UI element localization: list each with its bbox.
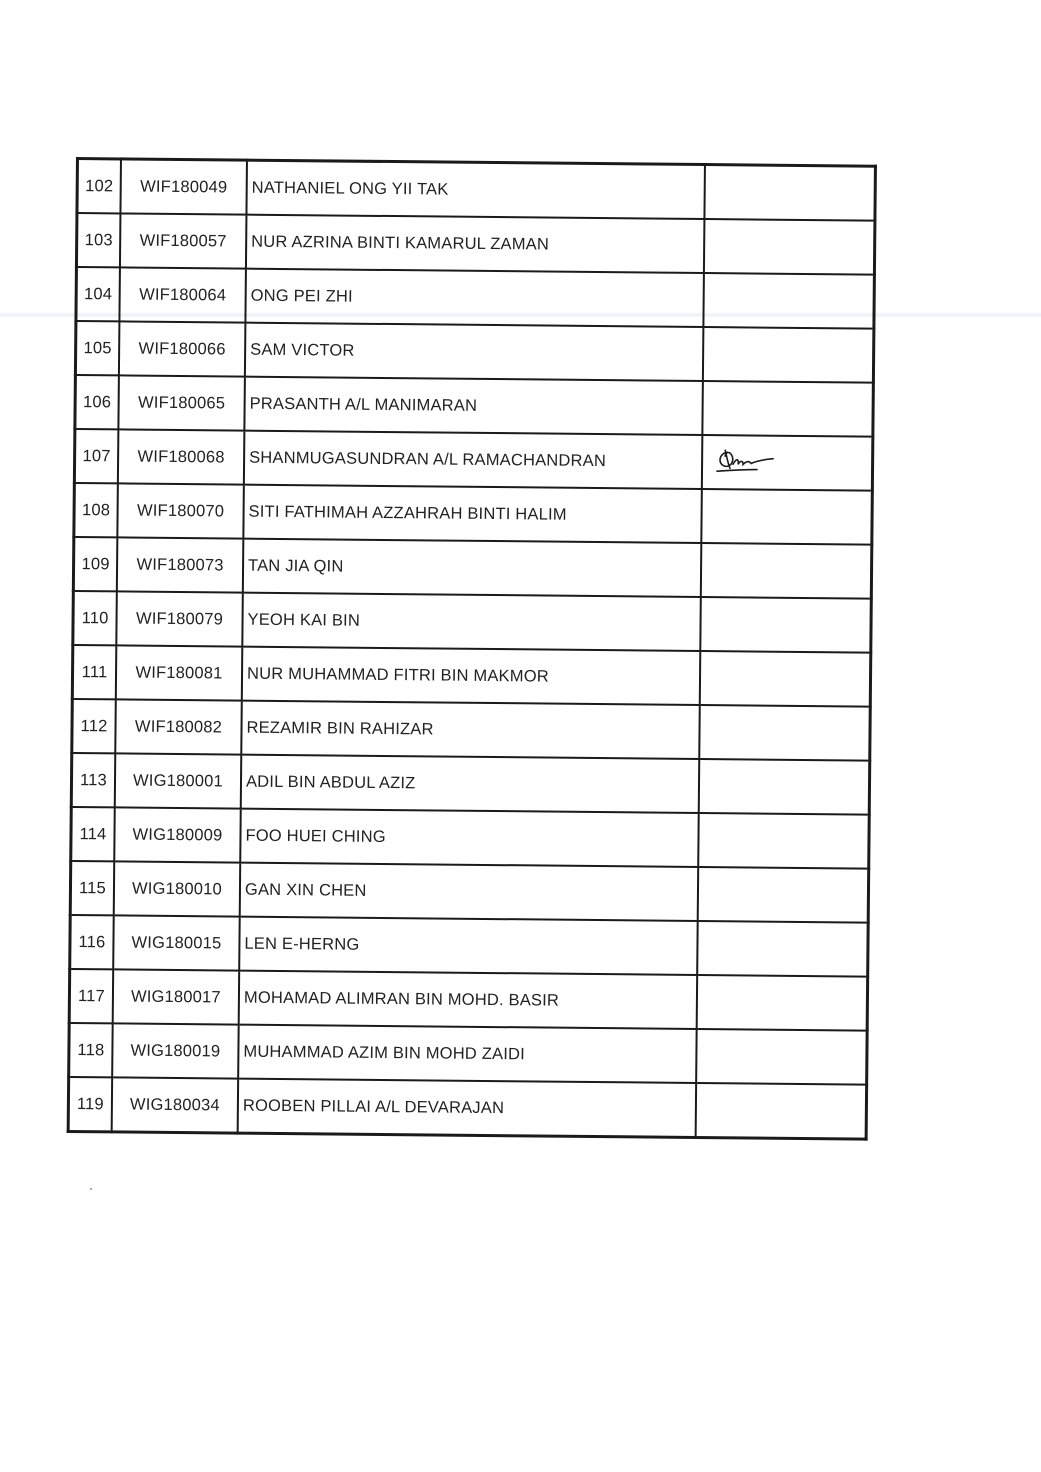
row-number: 118 [69,1023,113,1077]
row-number: 111 [72,645,116,699]
signature-cell[interactable] [702,435,873,491]
student-id: WIG180017 [113,969,240,1024]
table-row [68,1077,866,1139]
student-id: WIF180064 [119,267,246,322]
student-name: SAM VICTOR [245,323,703,381]
table-row [77,159,875,221]
student-id: WIF180065 [118,375,245,430]
student-id: WIF180070 [117,483,244,538]
row-number: 106 [75,375,119,429]
table-row [69,1023,867,1085]
row-number: 117 [69,969,113,1023]
table-row [71,807,869,869]
table-row [69,969,867,1031]
table-row [70,915,868,977]
student-id: WIG180009 [114,807,241,862]
table-row [75,321,873,383]
student-name: MOHAMAD ALIMRAN BIN MOHD. BASIR [239,971,697,1029]
table-row [74,483,872,545]
signature-cell[interactable] [699,705,870,761]
signature-cell[interactable] [702,381,873,437]
student-name: FOO HUEI CHING [240,809,698,867]
row-number: 105 [75,321,119,375]
student-name: ADIL BIN ABDUL AZIZ [241,755,699,813]
signature-cell[interactable] [698,867,869,923]
student-name: GAN XIN CHEN [240,863,698,921]
student-id: WIF180079 [116,591,243,646]
student-name: ONG PEI ZHI [245,269,703,327]
signature-cell[interactable] [696,1029,867,1085]
table-row [72,699,870,761]
attendance-table-body [68,159,875,1140]
signature-cell[interactable] [700,597,871,653]
table-row [76,267,874,329]
student-id: WIF180049 [120,159,247,215]
student-name: TAN JIA QIN [243,539,701,597]
row-number: 103 [76,213,120,267]
student-name: NUR AZRINA BINTI KAMARUL ZAMAN [246,215,704,273]
row-number: 102 [77,159,121,214]
signature-cell[interactable] [697,921,868,977]
student-id: WIF180066 [119,321,246,376]
table-row [73,537,871,599]
signature-cell[interactable] [699,759,870,815]
table-row [71,753,869,815]
row-number: 104 [76,267,120,321]
handwritten-signature [713,444,775,479]
signature-cell[interactable] [701,489,872,545]
scan-speck [90,1188,92,1190]
row-number: 116 [70,915,114,969]
table-row [75,375,873,437]
student-id: WIF180068 [118,429,245,484]
row-number: 112 [72,699,116,753]
row-number: 115 [70,861,114,915]
row-number: 110 [73,591,117,645]
student-id: WIG180015 [113,915,240,970]
table-row [76,213,874,275]
student-id: WIF180057 [120,213,247,268]
student-name: SITI FATHIMAH AZZAHRAH BINTI HALIM [243,485,701,543]
student-id: WIG180034 [112,1077,239,1133]
attendance-table [67,157,877,1141]
student-id: WIF180082 [115,699,242,754]
row-number: 113 [71,753,115,807]
student-name: NATHANIEL ONG YII TAK [246,160,705,219]
student-id: WIG180001 [115,753,242,808]
student-name: LEN E-HERNG [239,917,697,975]
student-name: SHANMUGASUNDRAN A/L RAMACHANDRAN [244,431,702,489]
row-number: 108 [74,483,118,537]
student-name: REZAMIR BIN RAHIZAR [241,701,699,759]
student-name: MUHAMMAD AZIM BIN MOHD ZAIDI [238,1025,696,1083]
student-name: ROOBEN PILLAI A/L DEVARAJAN [238,1079,697,1138]
table-row [73,591,871,653]
attendance-table-wrapper [67,157,871,1141]
signature-cell[interactable] [698,813,869,869]
signature-cell[interactable] [700,651,871,707]
student-name: NUR MUHAMMAD FITRI BIN MAKMOR [242,647,700,705]
row-number: 109 [73,537,117,591]
student-id: WIF180073 [117,537,244,592]
signature-cell[interactable] [704,165,875,221]
signature-cell[interactable] [703,327,874,383]
student-name: PRASANTH A/L MANIMARAN [244,377,702,435]
signature-cell[interactable] [703,273,874,329]
row-number: 119 [68,1077,112,1132]
signature-cell[interactable] [701,543,872,599]
row-number: 114 [71,807,115,861]
signature-cell[interactable] [697,975,868,1031]
student-id: WIF180081 [116,645,243,700]
student-id: WIG180010 [114,861,241,916]
signature-cell[interactable] [704,219,875,275]
row-number: 107 [74,429,118,483]
table-row [72,645,870,707]
table-row [70,861,868,923]
table-row [74,429,872,491]
student-name: YEOH KAI BIN [242,593,700,651]
student-id: WIG180019 [112,1023,239,1078]
signature-cell[interactable] [696,1083,867,1139]
